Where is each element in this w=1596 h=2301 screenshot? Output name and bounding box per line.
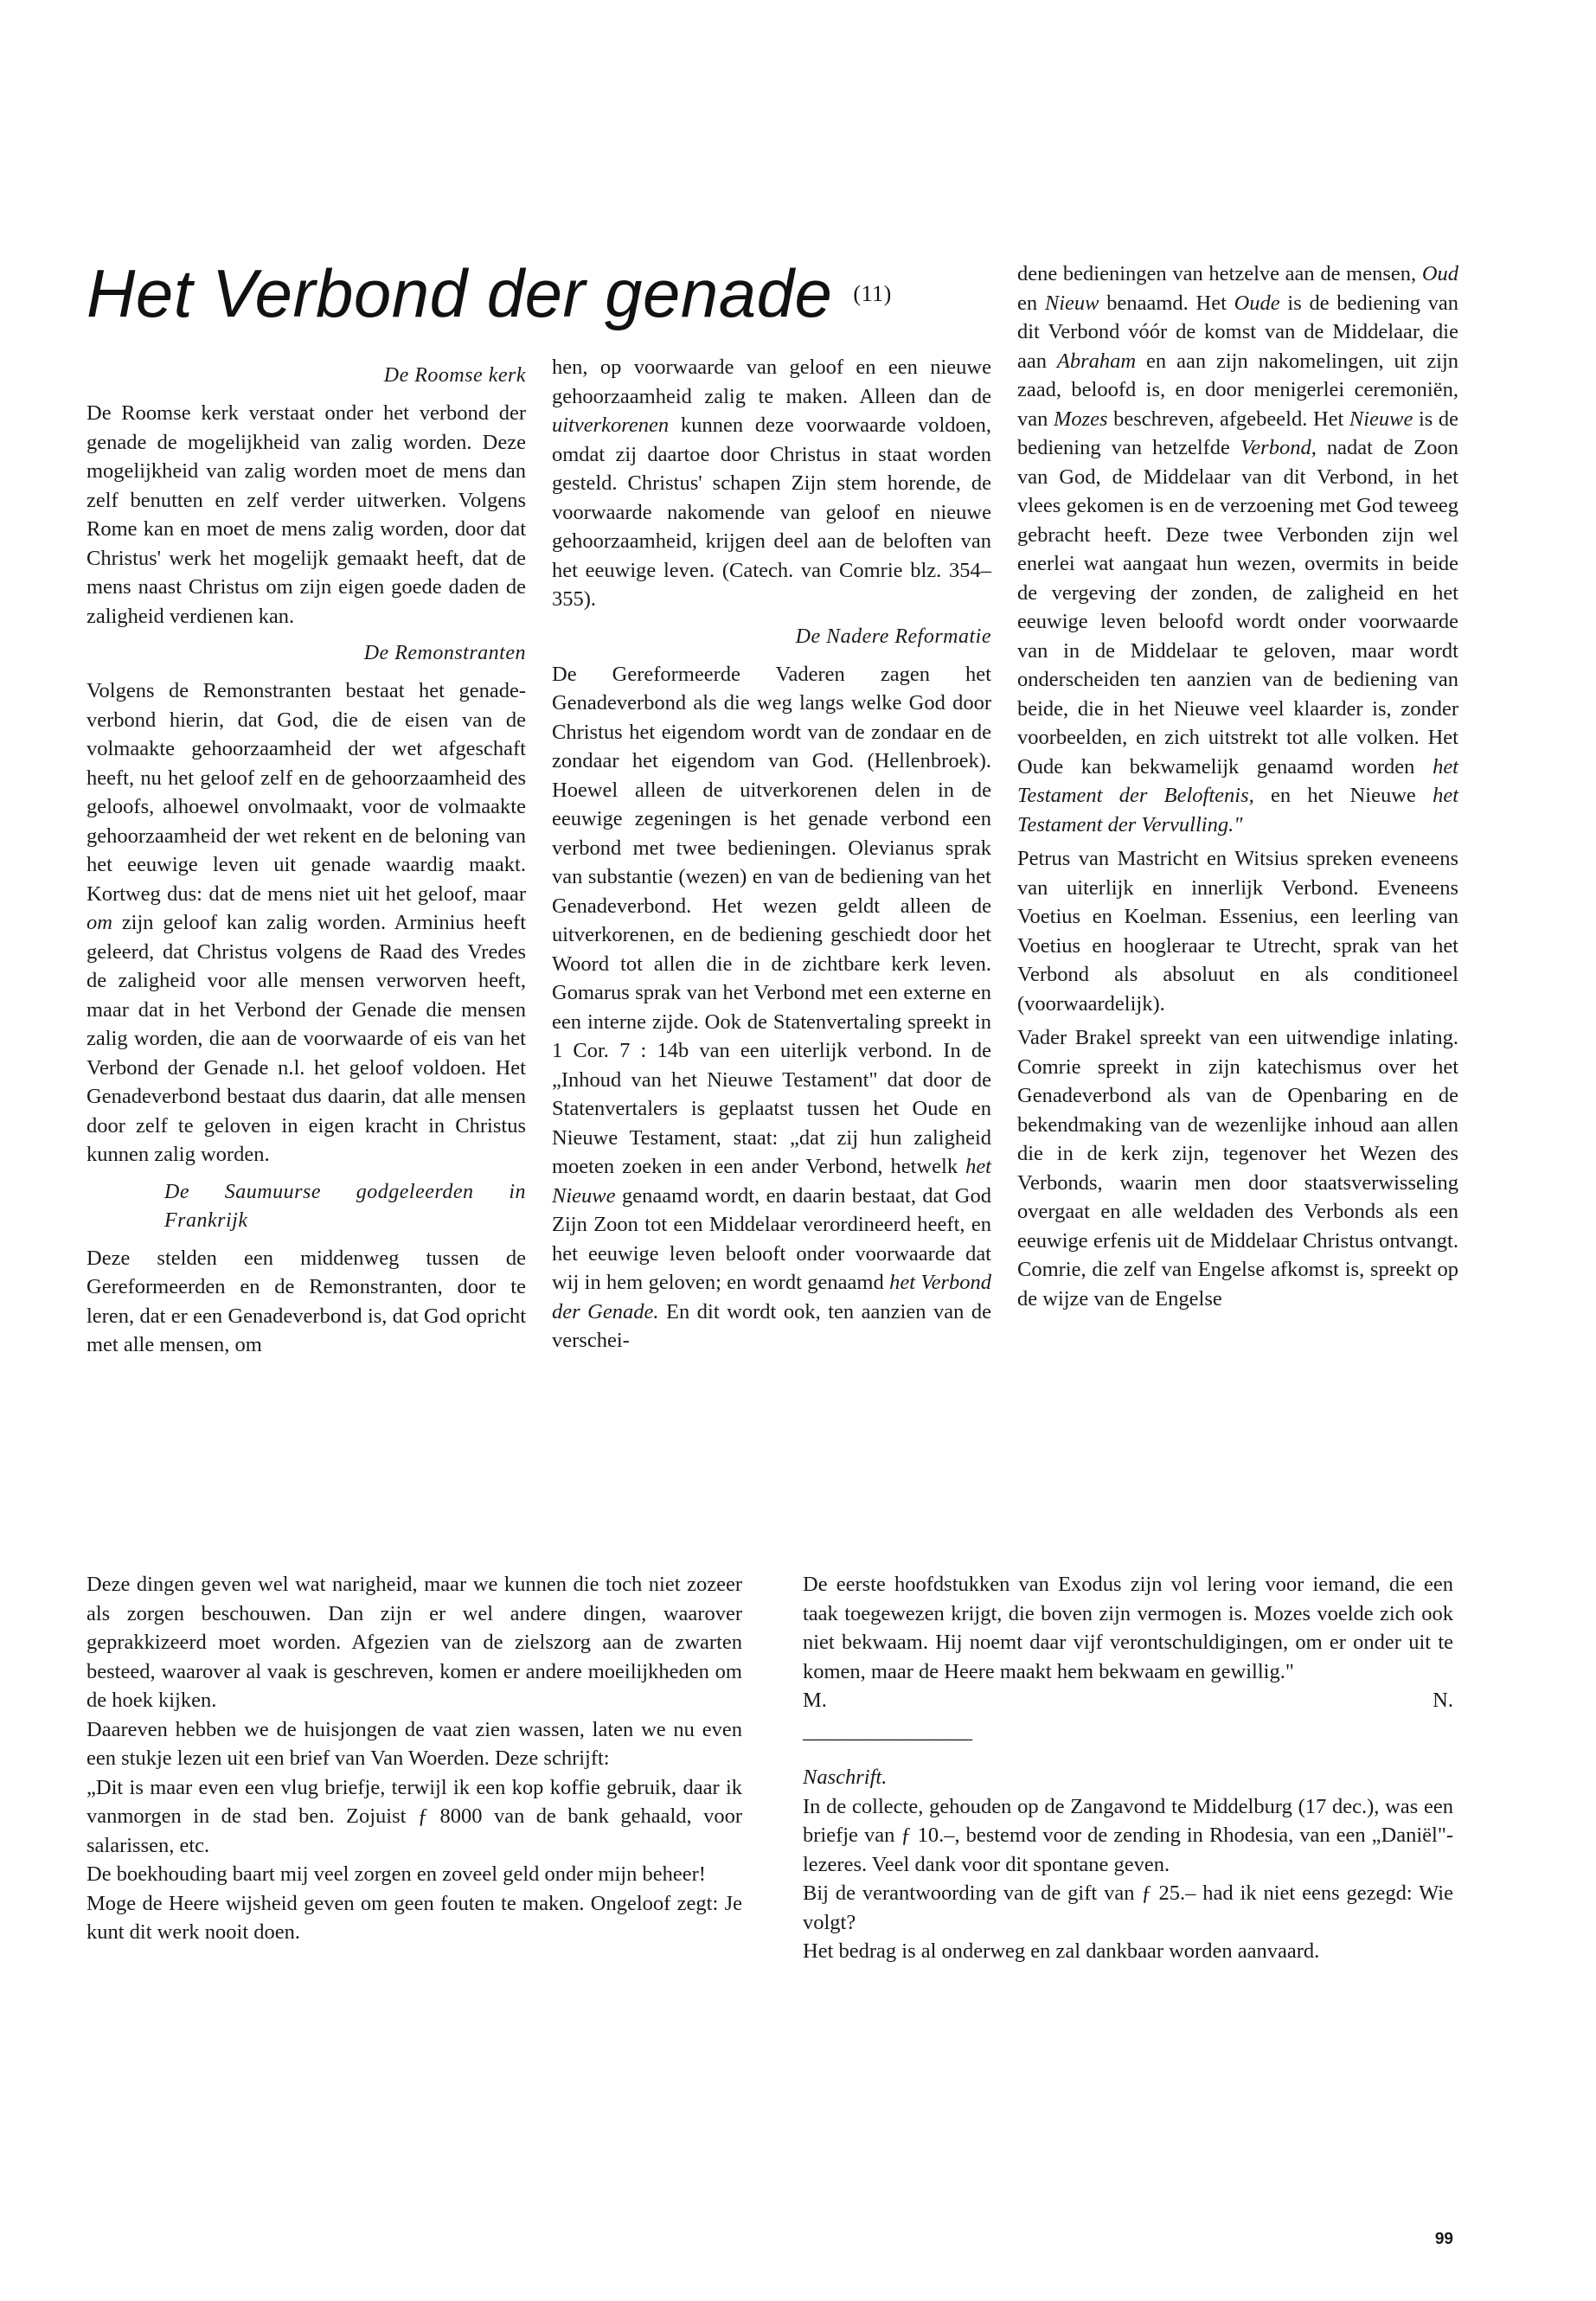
emphasis-run: Oud: [1421, 262, 1459, 285]
emphasis-run: Verbond,: [1240, 436, 1317, 459]
text-run: Volgens de Remonstranten bestaat het genade-verbond hierin, dat God, die de eisen van de volmaakte gehoorzaamheid der wet afgeschaft heeft, nu het geloof zelf en de gehoorzaamheid des geloofs, alhoewel onvolmaakt, voor de volmaakte gehoorzaamheid der wet rekent en de beloning van het eeuwige leven uit genade waardig maakt. Kortweg dus: dat de mens niet uit het geloof, maar: [87, 679, 526, 906]
letter-right-column: [803, 1570, 1453, 1966]
letter-left-column: [87, 1570, 742, 1947]
page-number: 99: [1434, 2230, 1453, 2248]
paragraph-remonstranten: [87, 676, 526, 1170]
emphasis-run: uitverkorenen: [552, 413, 670, 437]
paragraph-saumuurse-continued: [552, 353, 991, 614]
separator-rule: ————————: [803, 1726, 972, 1750]
text-run: beschreven, afgebeeld. Het: [1113, 407, 1344, 431]
emphasis-run: Nieuw: [1044, 291, 1099, 315]
paragraph-saumuurse: Deze stelden een middenweg tussen de Gereformeerden en de Remonstranten, door te leren, dat er een Genadeverbond is, dat God opricht met alle mensen, om: [87, 1246, 526, 1356]
signature-initial-right: N.: [1433, 1689, 1453, 1712]
emphasis-run: Nieuwe: [1349, 407, 1413, 431]
letter-paragraph: Daareven hebben we de huisjongen de vaat zien wassen, laten we nu even een stukje lezen uit een brief van Van Woerden. Deze schrijft:: [87, 1717, 742, 1770]
text-run: hen, op voorwaarde van geloof en een nieuwe gehoorzaamheid zalig te maken. Alleen dan de: [552, 356, 991, 408]
text-run: kunnen deze voorwaarde voldoen, omdat zij daartoe door Christus in staat worden gesteld. Christus' schapen Zijn stem horende, de voorwaarde nakomende van geloof en nieuwe gehoorzaamheid, krijgen deel aan de beloften van het eeuwige leven. (Catech. van Comrie blz. 354–355).: [552, 413, 992, 611]
emphasis-run: het Verbond der Genade.: [552, 1271, 992, 1324]
paragraph-nadere-reformatie: [552, 660, 991, 1356]
text-run: en het Nieuwe: [1271, 784, 1416, 807]
article-title-text: Het Verbond der genade: [87, 255, 833, 331]
text-run: en: [1017, 291, 1038, 315]
section-heading-remonstranten: De Remonstranten: [363, 642, 526, 664]
text-run: En dit wordt ook, ten aanzien van de verschei-: [552, 1299, 991, 1352]
letter-quote: De boekhouding baart mij veel zorgen en zoveel geld onder mijn beheer!: [87, 1862, 706, 1886]
emphasis-run: om: [87, 911, 112, 934]
section-heading-roomse: De Roomse kerk: [383, 364, 526, 387]
article-number: (11): [853, 281, 892, 306]
text-run: is de bediening van dit Verbond vóór de komst van de Middelaar, die aan: [1017, 291, 1459, 373]
text-run: genaamd wordt, en daarin bestaat, dat God Zijn Zoon tot een Middelaar verordineerd heeft, en het eeuwige leven belooft onder voorwaarde dat wij in hem geloven; en wordt genaamd: [552, 1183, 991, 1294]
section-heading-saumuurse: De Saumuurse godgeleerden in Frankrijk: [164, 1180, 526, 1232]
emphasis-run: het Testament der Vervulling.": [1017, 784, 1459, 836]
text-run: dene bedieningen van hetzelve aan de mensen,: [1017, 262, 1417, 285]
text-run: zijn geloof kan zalig worden. Arminius heeft geleerd, dat Christus volgens de Raad des Vredes de zaligheid voor alle mensen verworven heeft, maar dat in het Verbond der Genade die mensen zalig worden, die aan de voorwaarde of eis van het Verbond der Genade n.l. het geloof voldoen. Het Genadeverbond bestaat dus daarin, dat alle mensen door zelf te geloven in eigen kracht in Christus kunnen zalig worden.: [87, 911, 526, 1166]
column-2: [552, 353, 991, 1361]
emphasis-run: Oude: [1234, 291, 1280, 315]
text-run: nadat de Zoon van God, de Middelaar van dit Verbond, in het vlees gekomen is en de verzoening met God teweeg gebracht heeft. Deze twee Verbonden zijn wel enerlei wat aangaat hun wezen, overmits in beide de vergeving der zonden, de zaligheid en het eeuwige leven beloofd wordt onder voorwaarde van in de Middelaar te geloven, maar wordt onderscheiden ten aanzien van de bediening van beide, die in het Nieuwe veel klaarder is, zonder voorbeelden, en zich uitstrekt tot alle volken. Het Oude kan bekwamelijk genaamd worden: [1017, 436, 1458, 779]
letter-paragraph: Deze dingen geven wel wat narigheid, maar we kunnen die toch niet zozeer als zorgen beschouwen. Dan zijn er wel andere dingen, waarover geprakkizeerd moet worden. Afgezien van de zielszorg aan de zwarten besteed, waarover al vaak is geschreven, komen er andere moeilijkheden om de hoek kijken.: [87, 1573, 742, 1712]
text-run: benaamd. Het: [1106, 291, 1227, 315]
column-3: [1017, 260, 1458, 1318]
paragraph-roomse: De Roomse kerk verstaat onder het verbond der genade de mogelijkheid van zalig worden. Deze mogelijkheid van zalig worden moet de mens dan zelf benutten en zelf verder uitwerken. Volgens Rome kan en moet de mens zalig worden, door dat Christus' werk het mogelijk gemaakt heeft, dat de mens naast Christus om zijn eigen goede daden de zaligheid verdienen kan.: [87, 401, 526, 628]
text-run: is de bediening van hetzelfde: [1017, 407, 1459, 459]
emphasis-run: het Nieuwe: [552, 1155, 991, 1208]
signature-row: [803, 1686, 1453, 1715]
postscript-label: Naschrift.: [803, 1766, 888, 1789]
section-heading-nadere-reformatie: De Nadere Reformatie: [795, 625, 991, 648]
text-run: en aan zijn nakomelingen, uit zijn zaad, beloofd is, en door menigerlei ceremoniën, van: [1017, 349, 1459, 431]
letter-quote: Moge de Heere wijsheid geven om geen fouten te maken. Ongeloof zegt: Je kunt dit werk nooit doen.: [87, 1891, 742, 1944]
article-title: [87, 255, 892, 331]
paragraph-mastricht: Petrus van Mastricht en Witsius spreken eveneens van uiterlijk en innerlijk Verbond. Eveneens Voetius en Koelman. Essenius, een leerling van Voetius en hoogleraar te Utrecht, sprak van het Verbond als absoluut en als conditioneel (voorwaardelijk).: [1017, 847, 1458, 1016]
emphasis-run: Mozes: [1053, 407, 1108, 431]
column-1: [87, 353, 526, 1365]
emphasis-run: Abraham: [1056, 349, 1137, 373]
text-run: De Gereformeerde Vaderen zagen het Genadeverbond als die weg langs welke God door Christus het eigendom wordt van de zondaar en de zondaar het eigendom van God. (Hellenbroek). Hoewel alleen de uitverkorenen delen in de eeuwige zegeningen is het genade verbond een verbond met twee bedieningen. Olevianus sprak van substantie (wezen) en van de bediening van het Genadeverbond. Het wezen geldt alleen de uitverkorenen, en de bediening geschiedt door het Woord tot allen die in de zichtbare kerk leven. Gomarus sprak van het Verbond met een externe en een interne zijde. Ook de Statenvertaling spreekt in 1 Cor. 7 : 14b van een uiterlijk verbond. In de „Inhoud van het Nieuwe Testament" dat door de Statenvertalers is geplaatst tussen het Oude en Nieuwe Testament, staat: „dat zij hun zaligheid moeten zoeken in een ander Verbond, hetwelk: [552, 662, 991, 1178]
paragraph-bedieningen: [1017, 260, 1458, 839]
paragraph-brakel: Vader Brakel spreekt van een uitwendige inlating. Comrie spreekt in zijn katechismus over het Genadeverbond als van de Openbaring en de bekendmaking van de wezenlijke inhoud aan allen die in de kerk zijn, tegenover het Wezen des Verbonds, waarin men door staatsverwisseling overgaat en alle weldaden des Verbonds als een eeuwige erfenis uit de Middelaar Christus ontvangt. Comrie, die zelf van Engelse afkomst is, spreekt op de wijze van de Engelse: [1017, 1026, 1458, 1311]
emphasis-run: het Testament der Beloftenis,: [1017, 754, 1458, 807]
letter-quote: De eerste hoofdstukken van Exodus zijn vol lering voor iemand, die een taak toegewezen krijgt, die boven zijn vermogen is. Mozes voelde zich ook niet bekwaam. Hij noemt daar vijf verontschuldigingen, om er onder uit te komen, maar de Heere maakt hem bekwaam en gewillig.": [803, 1573, 1453, 1683]
letter-quote: „Dit is maar even een vlug briefje, terwijl ik een kop koffie gebruik, daar ik vanmorgen in de stad ben. Zojuist ƒ 8000 van de bank gehaald, voor salarissen, etc.: [87, 1775, 742, 1857]
signature-initial-left: M.: [803, 1689, 827, 1712]
postscript-paragraph: Bij de verantwoording van de gift van ƒ 25.– had ik niet eens gezegd: Wie volgt?: [803, 1881, 1453, 1934]
postscript-paragraph: In de collecte, gehouden op de Zangavond te Middelburg (17 dec.), was een briefje van ƒ 10.–, bestemd voor de zending in Rhodesia, van een „Daniël"-lezeres. Veel dank voor dit spontane geven.: [803, 1794, 1453, 1876]
postscript-paragraph: Het bedrag is al onderweg en zal dankbaar worden aanvaard.: [803, 1939, 1320, 1963]
